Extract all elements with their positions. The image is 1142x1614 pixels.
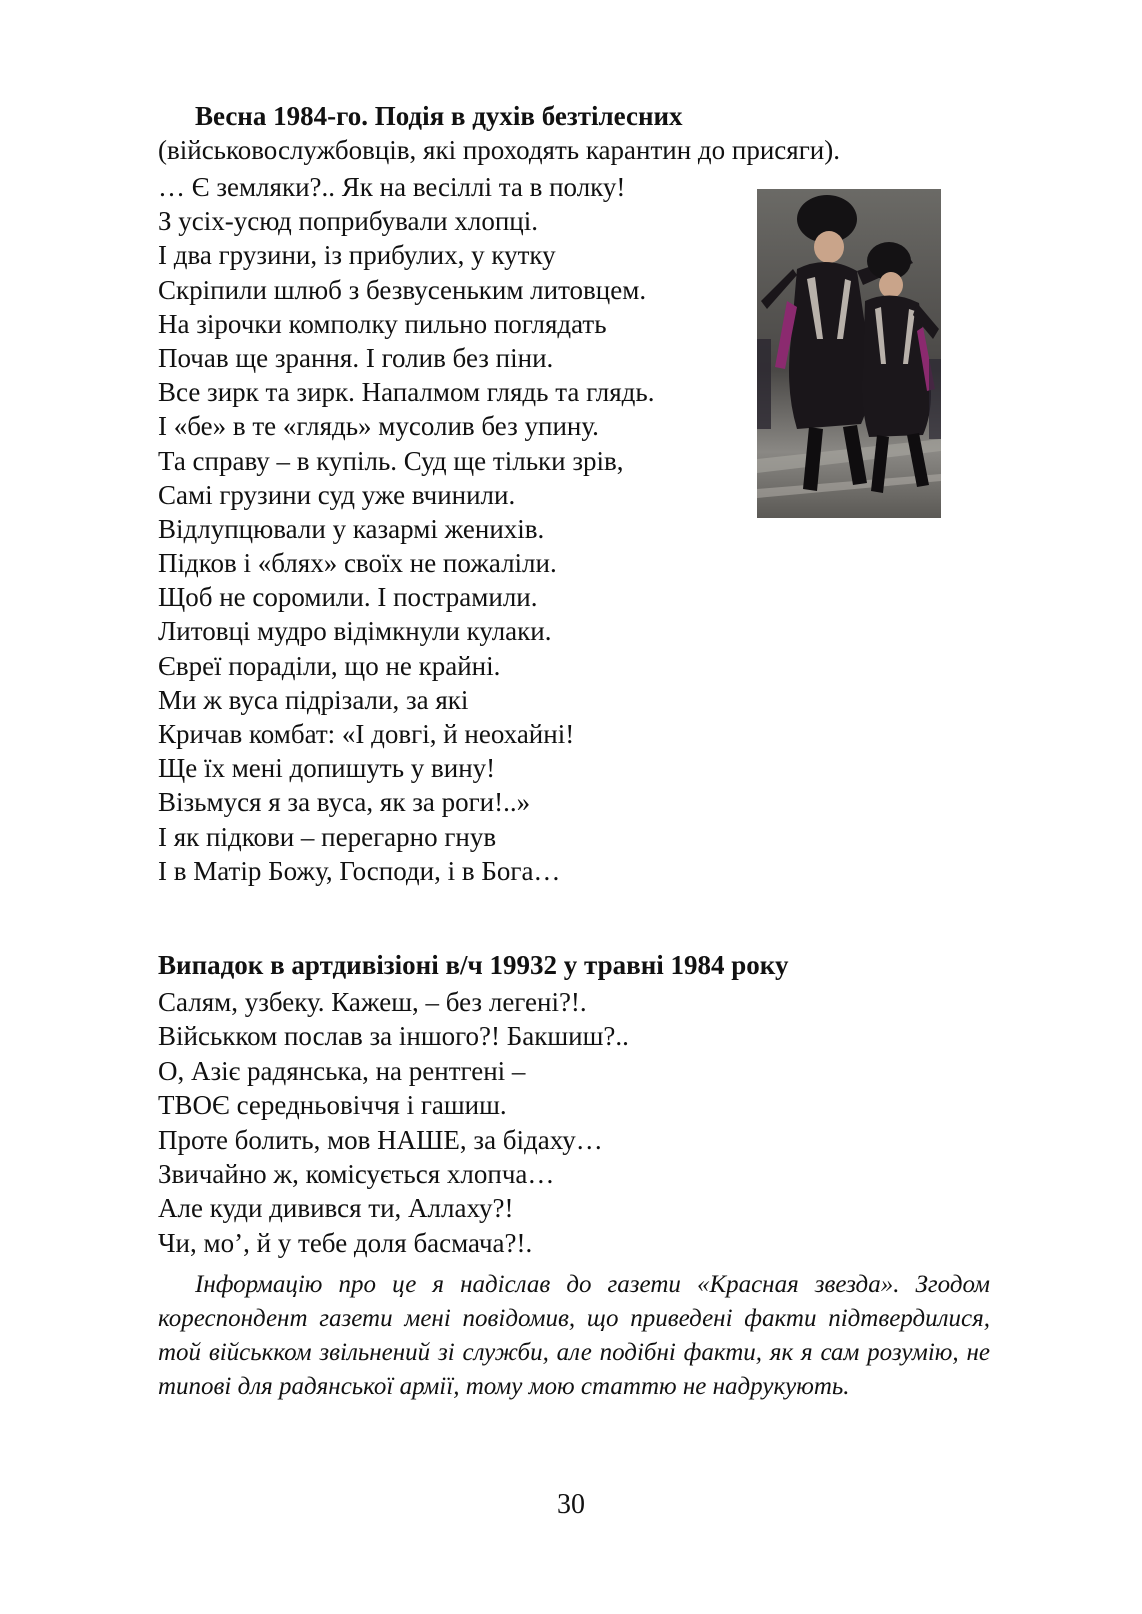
poem-line: ТВОЄ середньовіччя і гашиш. <box>158 1090 507 1121</box>
author-note: Інформацію про це я надіслав до газети «Красная звезда». Згодом кореспондент газети мені повідомив, що приведені факти підтвердилися, той військком звільнений зі служби, але подібні факти, як я сам розумію, не типові для радянської армії, тому мою статтю не надрукують. <box>158 1271 990 1400</box>
poem1 <box>158 170 654 888</box>
section2-title: Випадок в артдивізіоні в/ч 19932 у травні 1984 року <box>158 950 789 980</box>
poem-line: Звичайно ж, комісується хлопча… <box>158 1158 555 1189</box>
poem-line: Ми ж вуса підрізали, за які <box>158 684 469 715</box>
section1-subtitle: (військовослужбовців, які проходять карантин до присяги). <box>158 135 840 165</box>
poem-line: Євреї пораділи, що не крайні. <box>158 650 501 681</box>
poem-line: Литовці мудро відімкнули кулаки. <box>158 616 552 647</box>
poem-line: І як підкови – перегарно гнув <box>158 821 497 852</box>
poem-line: Чи, мо’, й у тебе доля басмача?!. <box>158 1227 533 1258</box>
poem-line: Салям, узбеку. Кажеш, – без легені?!. <box>158 987 587 1017</box>
poem-line: Підков і «блях» своїх не пожаліли. <box>158 548 557 579</box>
poem-line: Скріпили шлюб з безвусеньким литовцем. <box>158 274 647 305</box>
dancers-photo <box>757 189 941 518</box>
poem-line: І в Матір Божу, Господи, і в Бога… <box>158 855 561 886</box>
poem-line: Візьмуся я за вуса, як за роги!..» <box>158 787 531 818</box>
poem-line: Відлупцювали у казармі женихів. <box>158 513 545 544</box>
poem-line: … Є земляки?.. Як на весіллі та в полку! <box>158 172 626 202</box>
poem-line: Проте болить, мов НАШЕ, за бідаху… <box>158 1124 603 1155</box>
poem-line: На зірочки комполку пильно поглядать <box>158 308 607 339</box>
poem-line: Військком послав за іншого?! Бакшиш?.. <box>158 1021 629 1052</box>
poem-line: Щоб не соромили. І пострамили. <box>158 582 538 613</box>
poem-line: І «бе» в те «глядь» мусолив без упину. <box>158 411 599 442</box>
poem-line: Самі грузини суд уже вчинили. <box>158 479 516 510</box>
poem-line: О, Азіє радянська, на рентгені – <box>158 1055 526 1086</box>
poem-line: Почав ще зрання. І голив без піни. <box>158 342 554 373</box>
poem-line: Все зирк та зирк. Напалмом глядь та глядь. <box>158 377 655 408</box>
poem2 <box>158 985 629 1260</box>
poem-line: Ще їх мені допишуть у вину! <box>158 753 496 784</box>
poem-line: Але куди дивився ти, Аллаху?! <box>158 1193 514 1224</box>
poem-line: Кричав комбат: «І довгі, й неохайні! <box>158 719 575 749</box>
section1-title: Весна 1984-го. Подія в духів безтілесних <box>195 101 683 131</box>
page-number: 30 <box>557 1489 585 1520</box>
poem-line: І два грузини, із прибулих, у кутку <box>158 240 556 271</box>
poem-line: Та справу – в купіль. Суд ще тільки зрів, <box>158 445 624 476</box>
poem-line: З усіх-усюд поприбували хлопці. <box>158 206 538 237</box>
